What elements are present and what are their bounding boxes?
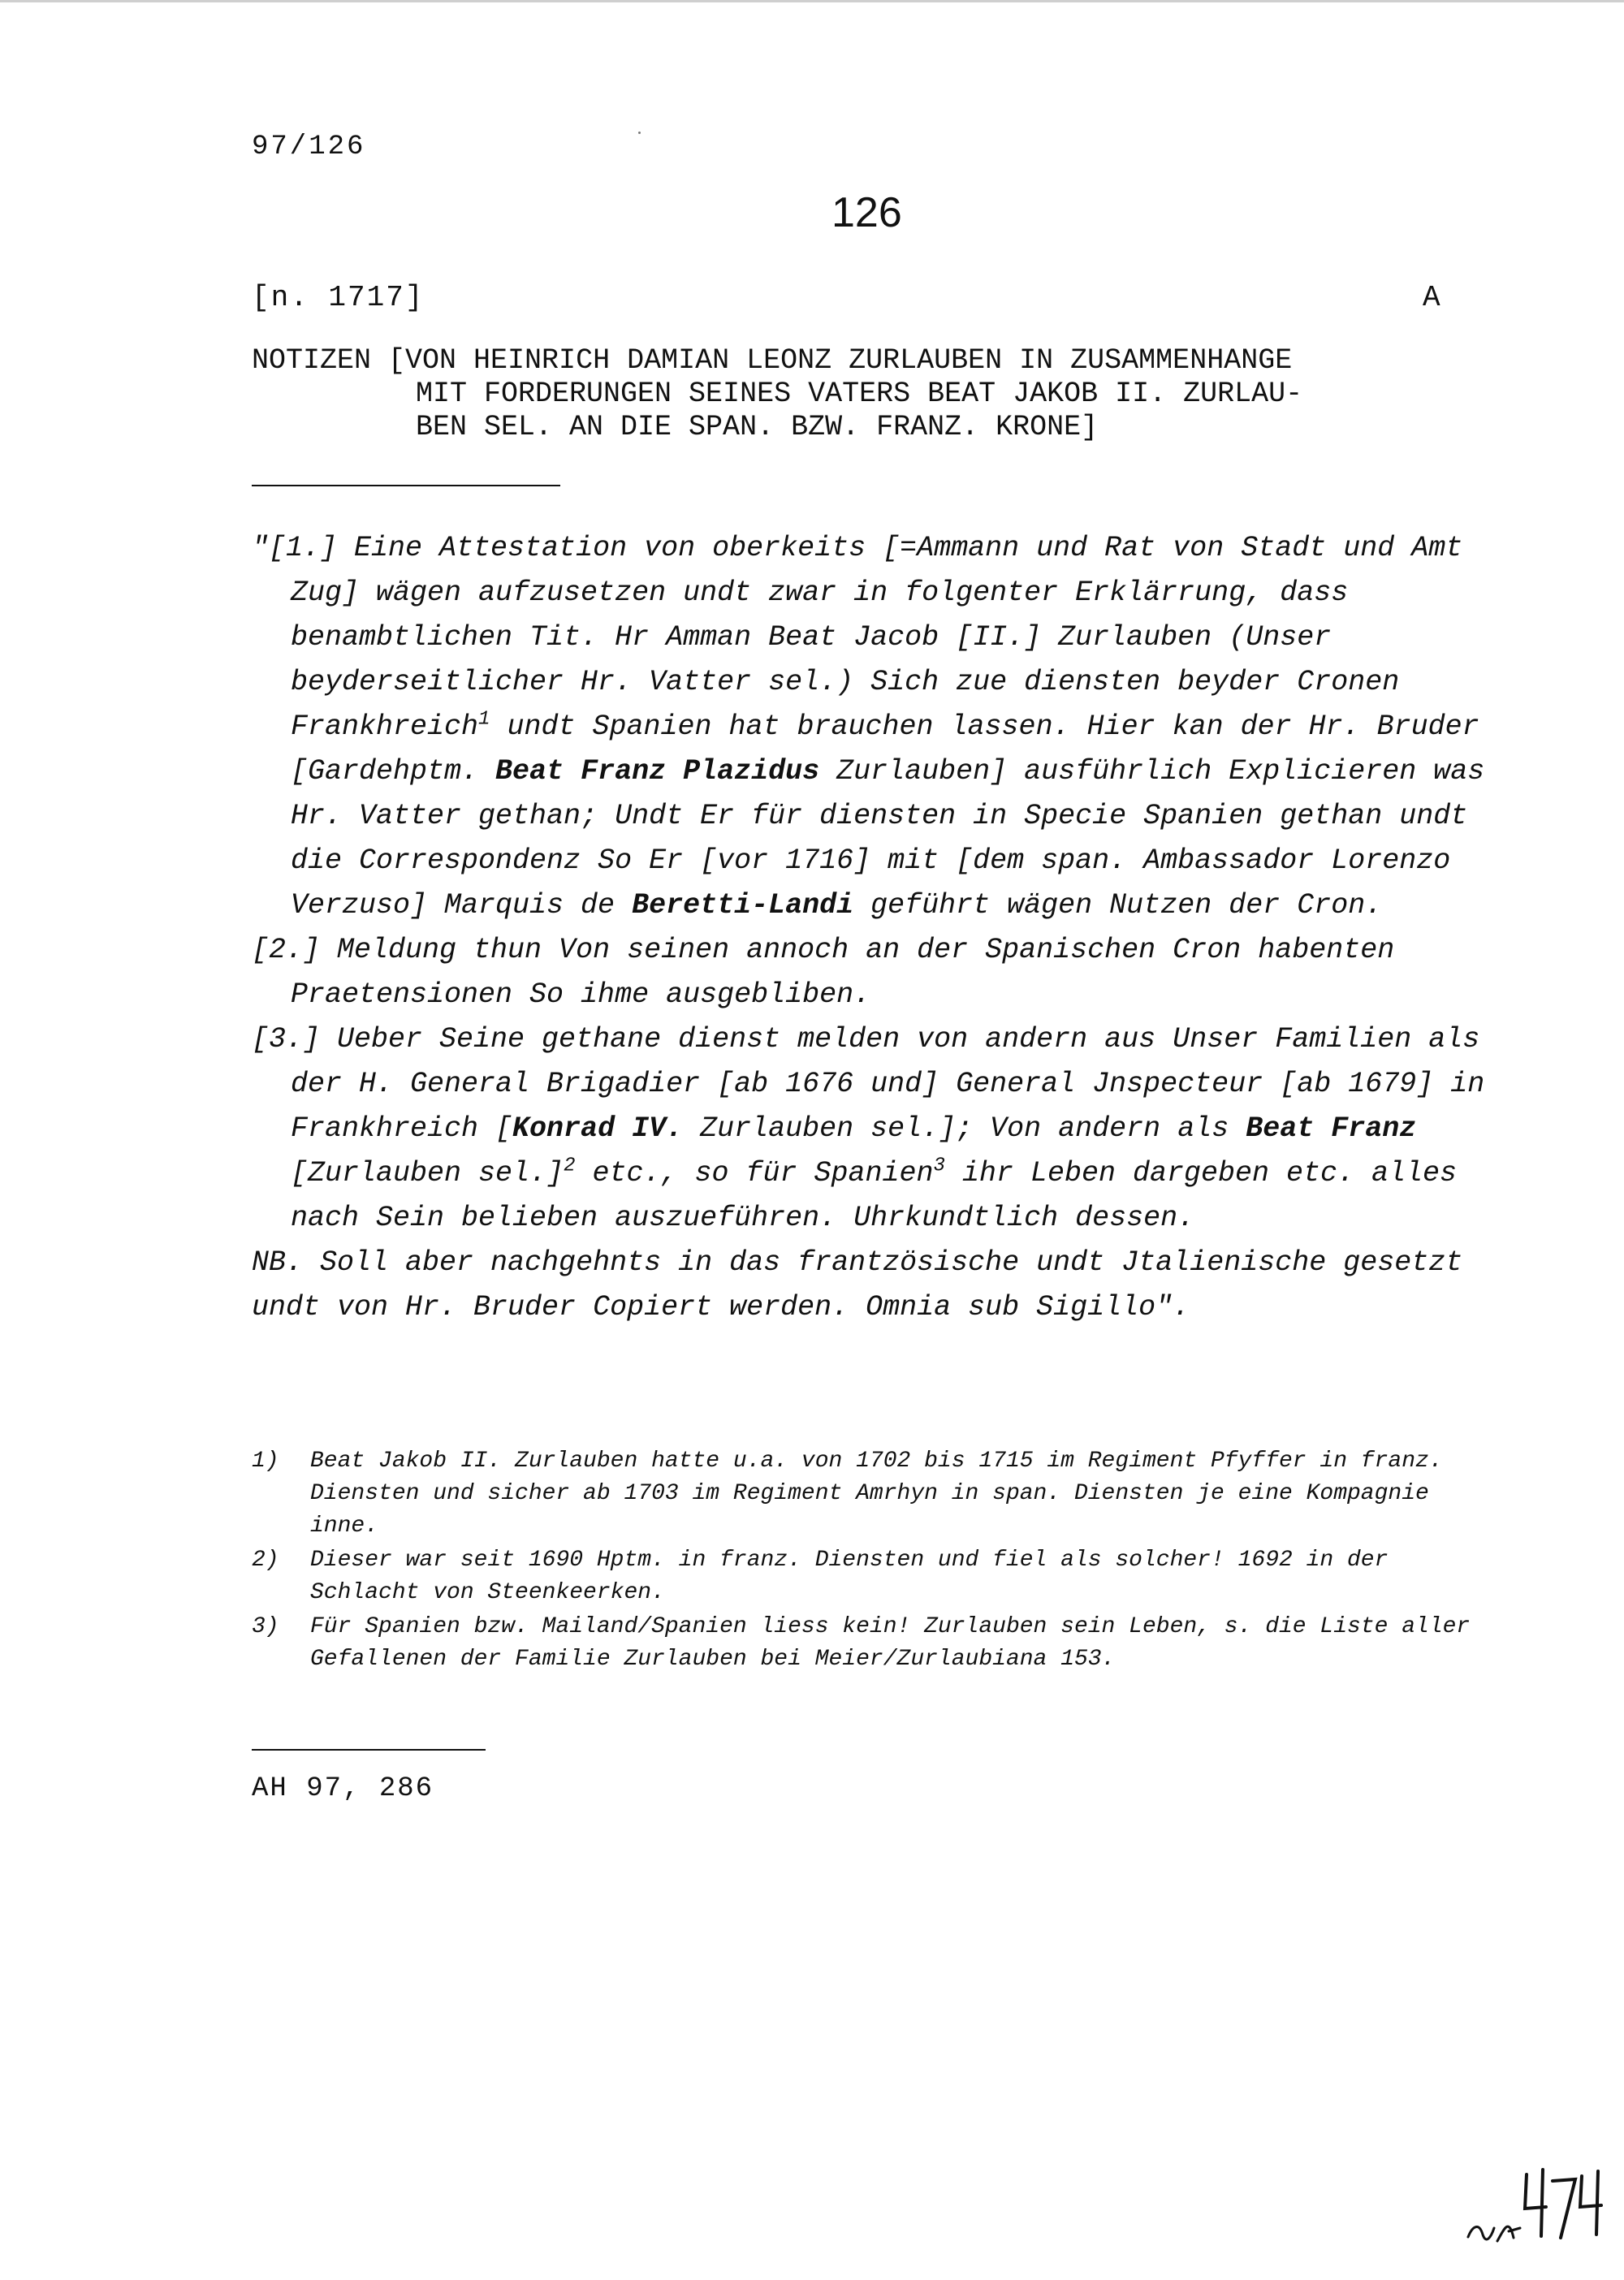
name-konrad-iv: Konrad IV. bbox=[512, 1112, 684, 1145]
nota-bene: NB. Soll aber nachgehnts in das frantzösische undt Jtalienische gesetzt undt von Hr. Bruder Copiert werden. Omnia sub Sigillo". bbox=[252, 1246, 1463, 1324]
footnote bbox=[252, 1611, 1502, 1676]
title-line-1: NOTIZEN [VON HEINRICH DAMIAN LEONZ ZURLAUBEN IN ZUSAMMENHANGE bbox=[252, 344, 1293, 377]
footnote-number: 3) bbox=[252, 1614, 279, 1639]
top-edge-line bbox=[0, 0, 1624, 2]
footnote bbox=[252, 1445, 1502, 1543]
footnote-ref-1: 1 bbox=[478, 708, 490, 731]
document-title bbox=[252, 344, 1470, 444]
footnote-divider bbox=[252, 1749, 486, 1751]
footnote-number: 1) bbox=[252, 1449, 279, 1474]
footnote-text: Für Spanien bzw. Mailand/Spanien liess kein! Zurlauben sein Leben, s. die Liste aller Gefallenen der Familie Zurlauben bei Meier/Zurlaubiana 153. bbox=[310, 1614, 1471, 1672]
title-line-3: BEN SEL. AN DIE SPAN. BZW. FRANZ. KRONE] bbox=[416, 411, 1099, 443]
handwritten-folio-mark bbox=[1462, 2160, 1608, 2257]
title-divider bbox=[252, 485, 560, 486]
footnote bbox=[252, 1544, 1502, 1609]
page-number: 126 bbox=[831, 189, 902, 236]
paragraph-3: [3.] Ueber Seine gethane dienst melden von andern aus Unser Familien als der H. General Brigadier [ab 1676 und] General Jnspecteur [ab 1679] in Frankhreich [Konrad IV. Zurlauben sel.]; Von andern als Beat Franz [Zurlauben sel.]$^2$ etc., so für Spanien$^3$ ihr Leben dargeben etc. alles nach Sein belieben auszueführen. Uhrkundtlich dessen. bbox=[252, 1023, 1485, 1234]
source-reference: AH 97, 286 bbox=[252, 1773, 434, 1804]
document-date: [n. 1717] bbox=[252, 281, 425, 314]
footnote-text: Beat Jakob II. Zurlauben hatte u.a. von 1702 bis 1715 im Regiment Pfyffer in franz. Diensten und sicher ab 1703 im Regiment Amrhyn in span. Diensten je eine Kompagnie inne. bbox=[310, 1449, 1443, 1539]
document-body bbox=[252, 526, 1502, 1330]
title-line-2: MIT FORDERUNGEN SEINES VATERS BEAT JAKOB II. ZURLAU- bbox=[416, 378, 1303, 410]
document-letter: A bbox=[1423, 281, 1440, 314]
paragraph-1: "[1.] Eine Attestation von oberkeits [=Ammann und Rat von Stadt und Amt Zug] wägen aufzusetzen undt zwar in folgenter Erklärrung, dass benambtlichen Tit. Hr Amman Beat Jacob [II.] Zurlauben (Unser beyderseitlicher Hr. Vatter sel.) Sich zue diensten beyder Cronen Frankhreich$^1$ undt Spanien hat brauchen lassen. Hier kan der Hr. Bruder [Gardehptm. Beat Franz Plazidus Zurlauben] ausführlich Explicieren was Hr. Vatter gethan; Undt Er für diensten in Specie Spanien gethan undt die Correspondenz So Er [vor 1716] mit [dem span. Ambassador Lorenzo Verzuso] Marquis de Beretti-Landi geführt wägen Nutzen der Cron. bbox=[252, 532, 1485, 922]
footnotes bbox=[252, 1445, 1502, 1678]
name-beat-franz: Beat Franz bbox=[1246, 1112, 1417, 1145]
paragraph-2: [2.] Meldung thun Von seinen annoch an der Spanischen Cron habenten Praetensionen So ihme ausgebliben. bbox=[252, 934, 1395, 1011]
footnote-text: Dieser war seit 1690 Hptm. in franz. Diensten und fiel als solcher! 1692 in der Schlacht von Steenkeerken. bbox=[310, 1548, 1389, 1605]
name-beretti-landi: Beretti-Landi bbox=[632, 889, 854, 922]
document-reference: 97/126 bbox=[252, 132, 366, 162]
scan-speck bbox=[638, 132, 641, 134]
footnote-number: 2) bbox=[252, 1548, 279, 1573]
footnote-ref-3: 3 bbox=[933, 1155, 945, 1177]
name-beat-franz-plazidus: Beat Franz Plazidus bbox=[495, 755, 820, 788]
footnote-ref-2: 2 bbox=[564, 1155, 576, 1177]
